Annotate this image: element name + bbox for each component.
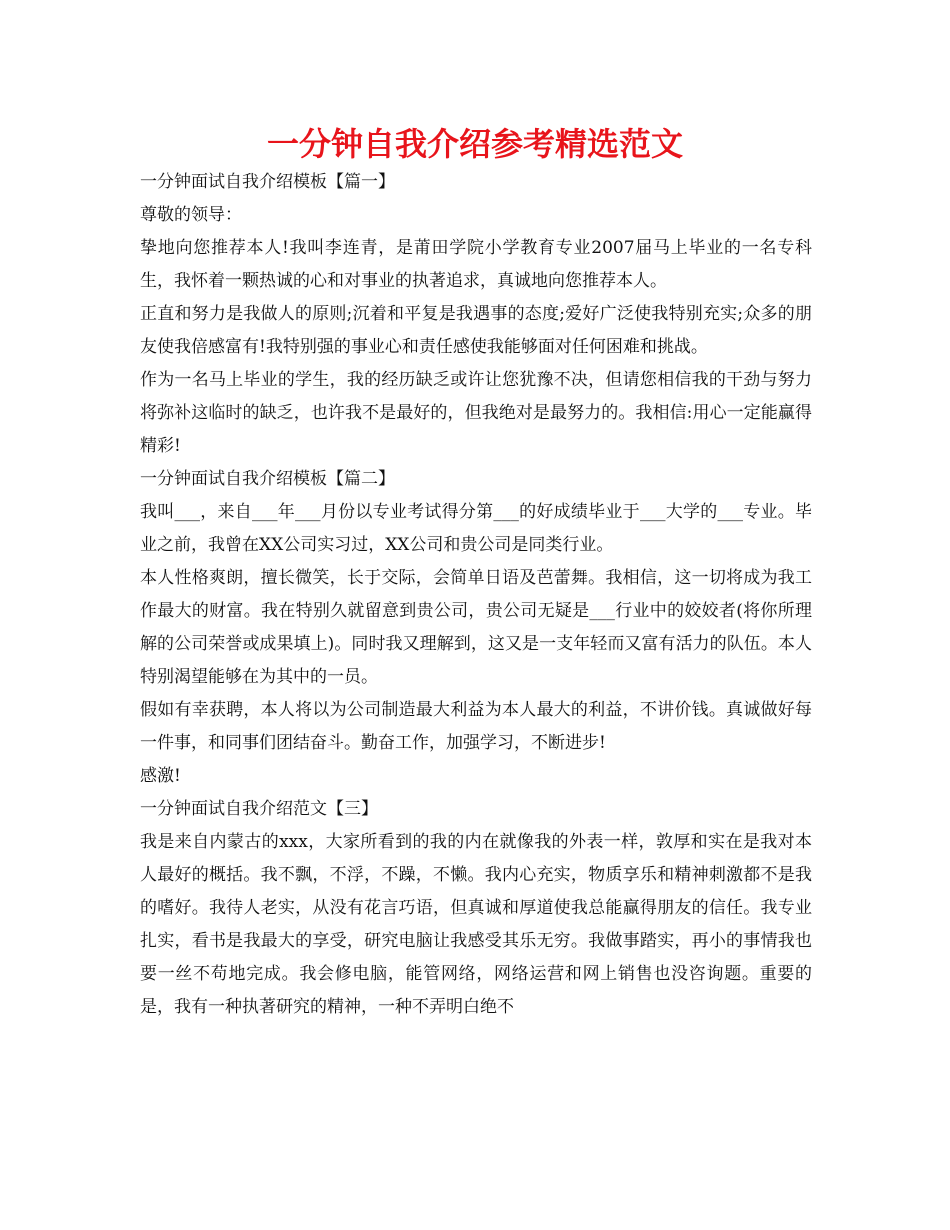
paragraph: 我叫___，来自___年___月份以专业考试得分第___的好成绩毕业于___大学的___专业。毕业之前，我曾在XX公司实习过，XX公司和贵公司是同类行业。	[140, 502, 812, 555]
paragraph: 我是来自内蒙古的xxx，大家所看到的我的内在就像我的外表一样，敦厚和实在是我对本人最好的概括。我不飘，不浮，不躁，不懒。我内心充实，物质享乐和精神刺激都不是我的嗜好。我待人老实，从没有花言巧语，但真诚和厚道使我总能赢得朋友的信任。我专业扎实，看书是我最大的享受，研究电脑让我感受其乐无穷。我做事踏实，再小的事情我也要一丝不苟地完成。我会修电脑，能管网络，网络运营和网上销售也没咨询题。重要的是，我有一种执著研究的精神，一种不弄明白绝不	[140, 832, 812, 1017]
section-heading: 一分钟面试自我介绍模板【篇二】	[140, 469, 395, 489]
paragraph: 尊敬的领导：	[140, 205, 242, 225]
document-body	[140, 166, 812, 1024]
section-heading: 一分钟面试自我介绍模板【篇一】	[140, 172, 395, 192]
paragraph: 假如有幸获聘，本人将以为公司制造最大利益为本人最大的利益，不讲价钱。真诚做好每一件事，和同事们团结奋斗。勤奋工作，加强学习，不断进步!	[140, 700, 812, 753]
paragraph: 正直和努力是我做人的原则;沉着和平复是我遇事的态度;爱好广泛使我特别充实;众多的朋友使我倍感富有!我特别强的事业心和责任感使我能够面对任何困难和挑战。	[140, 304, 812, 357]
section-heading: 一分钟面试自我介绍范文【三】	[140, 799, 378, 819]
paragraph: 作为一名马上毕业的学生，我的经历缺乏或许让您犹豫不决，但请您相信我的干劲与努力将弥补这临时的缺乏，也许我不是最好的，但我绝对是最努力的。我相信:用心一定能赢得精彩!	[140, 370, 812, 456]
paragraph: 感激!	[140, 766, 181, 786]
paragraph: 挚地向您推荐本人!我叫李连青，是莆田学院小学教育专业2007届马上毕业的一名专科生，我怀着一颗热诚的心和对事业的执著追求，真诚地向您推荐本人。	[140, 238, 812, 291]
document-title: 一分钟自我介绍参考精选范文	[266, 125, 683, 163]
paragraph: 本人性格爽朗，擅长微笑，长于交际，会简单日语及芭蕾舞。我相信，这一切将成为我工作最大的财富。我在特别久就留意到贵公司，贵公司无疑是___行业中的姣姣者(将你所理解的公司荣誉或成果填上)。同时我又理解到，这又是一支年轻而又富有活力的队伍。本人特别渴望能够在为其中的一员。	[140, 568, 812, 687]
